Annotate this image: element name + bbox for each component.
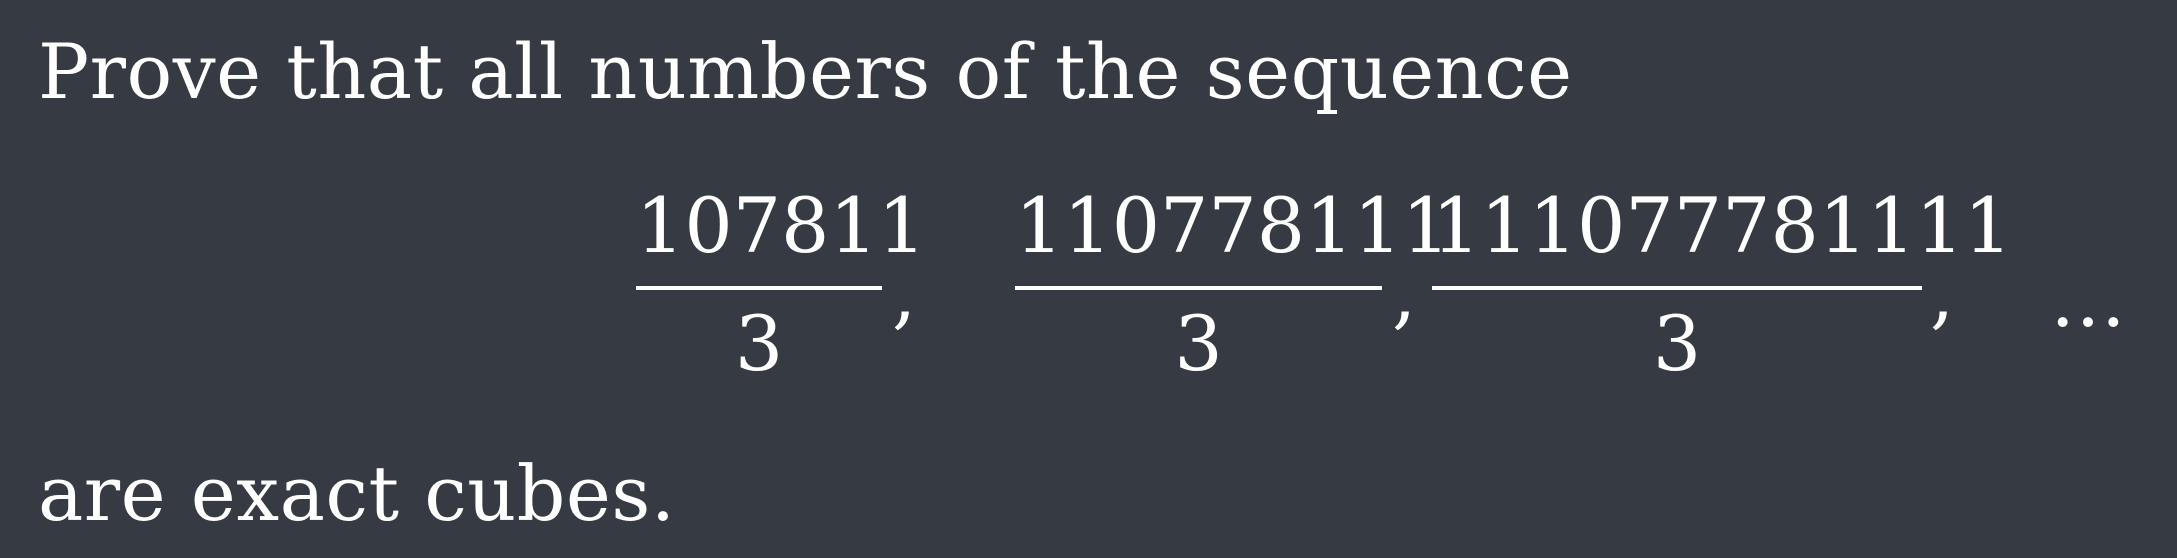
ellipsis: …: [2050, 255, 2130, 344]
denominator: 3: [1174, 299, 1223, 388]
fraction-bar: [1015, 286, 1382, 290]
intro-text: Prove that all numbers of the sequence: [38, 27, 1573, 116]
comma: ,: [892, 249, 917, 338]
denominator: 3: [1652, 299, 1702, 388]
denominator: 3: [734, 299, 784, 388]
fraction-bar: [1432, 286, 1922, 290]
fraction-1: [636, 181, 927, 388]
numerator: 111077781111: [1432, 181, 2013, 270]
outro-text: are exact cubes.: [38, 449, 676, 538]
numerator: 110778111: [1015, 181, 1451, 270]
comma: ,: [1392, 249, 1417, 338]
fraction-bar: [636, 286, 882, 290]
numerator: 107811: [636, 181, 927, 270]
comma: ,: [1930, 249, 1955, 338]
fraction-3: [1432, 181, 2013, 388]
fraction-2: [1015, 181, 1451, 388]
